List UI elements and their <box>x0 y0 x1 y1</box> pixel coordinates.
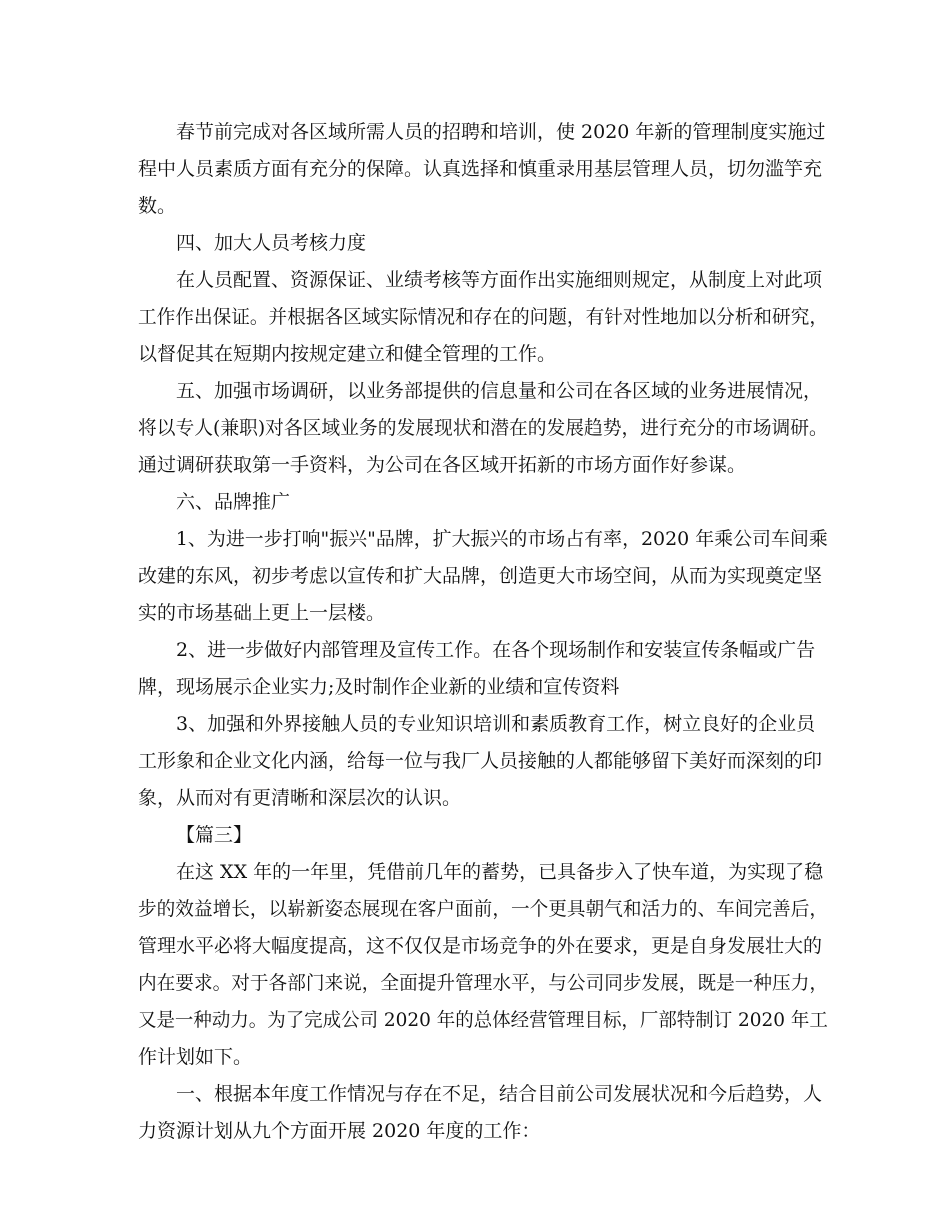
paragraph <box>138 817 828 854</box>
text-line: 以督促其在短期内按规定建立和健全管理的工作。 <box>138 343 557 365</box>
text-line: 将以专人(兼职)对各区域业务的发展现状和潜在的发展趋势，进行充分的市场调研。 <box>138 417 828 439</box>
paragraph <box>138 632 828 706</box>
paragraph <box>138 854 828 1076</box>
text-line: 四、加大人员考核力度 <box>176 232 367 254</box>
text-line: 在这 XX 年的一年里，凭借前几年的蓄势，已具备步入了快车道，为实现了稳 <box>176 861 824 883</box>
text-line: 管理水平必将大幅度提高，这不仅仅是市场竞争的外在要求，更是自身发展壮大的 <box>138 935 823 957</box>
text-line: 2、进一步做好内部管理及宣传工作。在各个现场制作和安装宣传条幅或广告 <box>176 639 816 661</box>
text-line: 实的市场基础上更上一层楼。 <box>138 602 386 624</box>
text-line: 在人员配置、资源保证、业绩考核等方面作出实施细则规定，从制度上对此项 <box>176 269 823 291</box>
text-line: 3、加强和外界接触人员的专业知识培训和素质教育工作，树立良好的企业员 <box>176 713 816 735</box>
text-line: 作计划如下。 <box>138 1046 253 1068</box>
text-line: 步的效益增长，以崭新姿态展现在客户面前，一个更具朝气和活力的、车间完善后， <box>138 898 829 920</box>
paragraph <box>138 706 828 817</box>
text-line: 五、加强市场调研，以业务部提供的信息量和公司在各区域的业务进展情况， <box>176 380 823 402</box>
document-body <box>138 114 828 1150</box>
text-line: 牌，现场展示企业实力;及时制作企业新的业绩和宣传资料 <box>138 676 620 698</box>
text-line: 【篇三】 <box>176 824 253 846</box>
text-line: 一、根据本年度工作情况与存在不足，结合目前公司发展状况和今后趋势，人 <box>176 1083 823 1105</box>
text-line: 工作作出保证。并根据各区域实际情况和存在的问题，有针对性地加以分析和研究， <box>138 306 829 328</box>
text-line: 内在要求。对于各部门来说，全面提升管理水平，与公司同步发展，既是一种压力， <box>138 972 829 994</box>
text-line: 数。 <box>138 195 177 217</box>
paragraph <box>138 484 828 521</box>
text-line: 又是一种动力。为了完成公司 2020 年的总体经营管理目标，厂部特制订 2020 年工 <box>138 1009 828 1031</box>
paragraph <box>138 1076 828 1150</box>
text-line: 工形象和企业文化内涵，给每一位与我厂人员接触的人都能够留下美好而深刻的印 <box>138 750 823 772</box>
text-line: 力资源计划从九个方面开展 2020 年度的工作： <box>138 1120 541 1142</box>
paragraph <box>138 521 828 632</box>
text-line: 通过调研获取第一手资料，为公司在各区域开拓新的市场方面作好参谋。 <box>138 454 747 476</box>
text-line: 春节前完成对各区域所需人员的招聘和培训，使 2020 年新的管理制度实施过 <box>176 121 826 143</box>
paragraph <box>138 373 828 484</box>
paragraph <box>138 225 828 262</box>
text-line: 六、品牌推广 <box>176 491 291 513</box>
text-line: 改建的东风，初步考虑以宣传和扩大品牌，创造更大市场空间，从而为实现奠定坚 <box>138 565 823 587</box>
text-line: 程中人员素质方面有充分的保障。认真选择和慎重录用基层管理人员，切勿滥竽充 <box>138 158 823 180</box>
paragraph <box>138 262 828 373</box>
text-line: 象，从而对有更清晰和深层次的认识。 <box>138 787 462 809</box>
paragraph <box>138 114 828 225</box>
text-line: 1、为进一步打响"振兴"品牌，扩大振兴的市场占有率，2020 年乘公司车间乘 <box>175 528 828 550</box>
